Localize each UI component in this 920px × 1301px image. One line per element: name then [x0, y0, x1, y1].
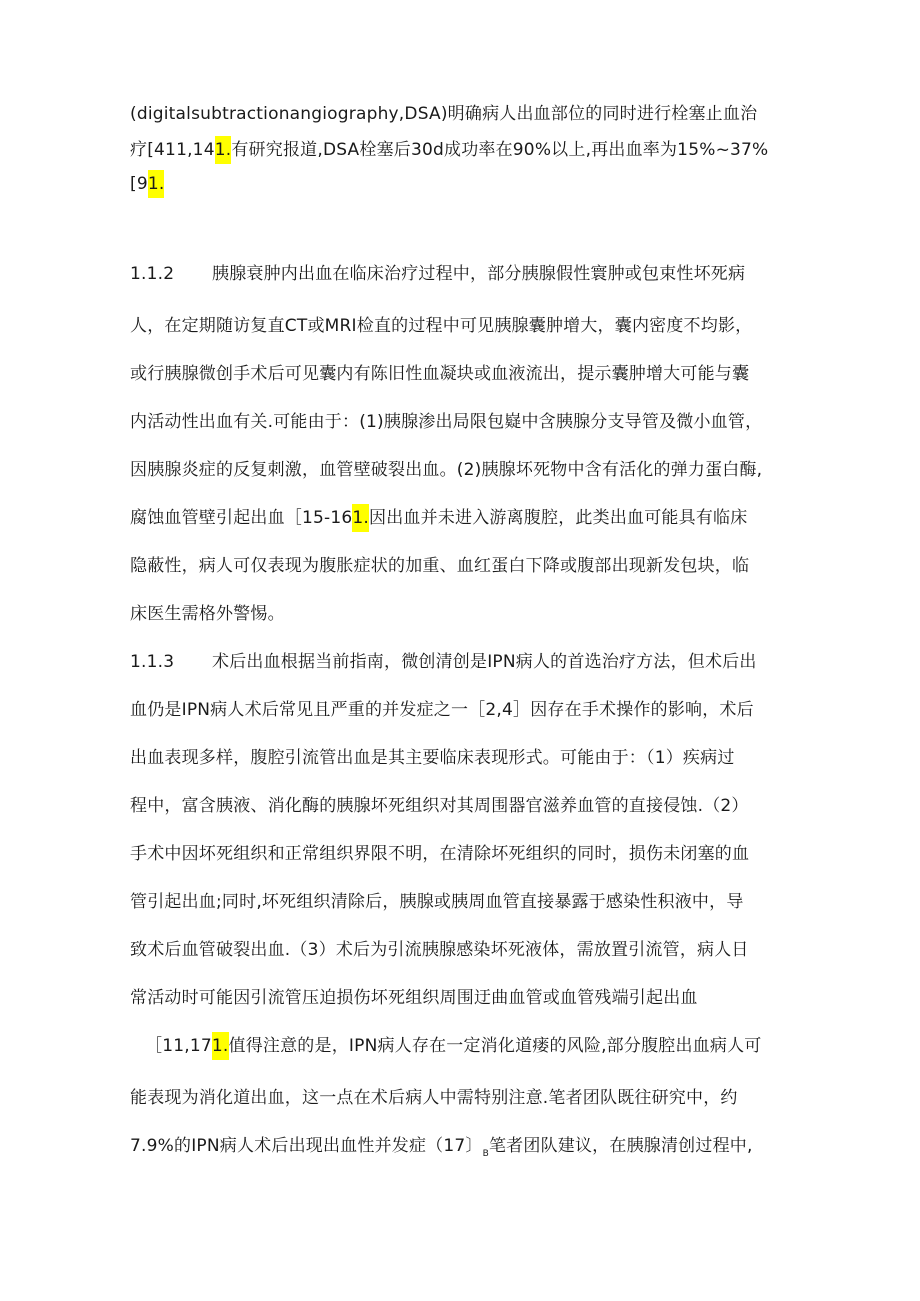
para-a-line-1: (digitalsubtractionangiography,DSA)明确病人出血部位的同时进行栓塞止血治	[130, 104, 758, 124]
text-run: 胰腺衰肿内出血在临床治疗过程中，部分胰腺假性寰肿或包束性坏死病	[212, 264, 746, 284]
sec-113-line-10: 能表现为消化道出血，这一点在术后病人中需特别注意.笔者团队既往研究中，约	[130, 1088, 738, 1108]
text-run: [9	[130, 174, 148, 194]
sec-112-line-3: 或行胰腺微创手术后可见囊内有陈旧性血凝块或血液流出，提示囊肿增大可能与囊	[130, 364, 750, 384]
sec-113-line-7: 致术后血管破裂出血.（3）术后为引流胰腺感染坏死液体，需放置引流管，病人日	[130, 940, 749, 960]
sec-113-line-3: 出血表现多样，腹腔引流管出血是其主要临床表现形式。可能由于：（1）疾病过	[130, 748, 735, 768]
sec-112-line-8: 床医生需格外警惕。	[130, 604, 285, 624]
sec-113-line-2: 血仍是IPN病人术后常见且严重的并发症之一［2,4］因存在手术操作的影响，术后	[130, 700, 754, 720]
section-number: 1.1.2	[130, 264, 175, 284]
text-run: 因出血并未进入游离腹腔，此类出血可能具有临床	[369, 508, 748, 528]
highlight-mark: 1.	[212, 1032, 229, 1060]
text-run: 术后出血根据当前指南，微创清创是IPN病人的首选治疗方法，但术后出	[212, 652, 757, 672]
section-number: 1.1.3	[130, 652, 175, 672]
sec-112-line-1	[130, 262, 810, 286]
sec-112-line-6	[130, 506, 810, 530]
sec-113-line-6: 管引起出血;同时,坏死组织清除后，胰腺或胰周血管直接暴露于感染性积液中，导	[130, 892, 744, 912]
para-a-line-2	[130, 138, 810, 162]
text-run: ［11,17	[145, 1036, 212, 1056]
sec-112-line-5: 因胰腺炎症的反复刺激，血管壁破裂出血。(2)胰腺坏死物中含有活化的弹力蛋白酶,	[130, 460, 763, 480]
sec-113-line-8: 常活动时可能因引流管压迫损伤坏死组织周围迂曲血管或血管残端引起出血	[130, 988, 698, 1008]
sec-113-line-4: 程中，富含胰液、消化酶的胰腺坏死组织对其周围器官滋养血管的直接侵蚀.（2）	[130, 796, 749, 816]
subscript-mark: B	[482, 1149, 489, 1159]
highlight-mark: 1.	[352, 504, 369, 532]
sec-113-line-5: 手术中因坏死组织和正常组织界限不明，在清除坏死组织的同时，损伤未闭塞的血	[130, 844, 750, 864]
sec-113-line-11	[130, 1134, 810, 1166]
text-run: 腐蚀血管壁引起出血［15-16	[130, 508, 353, 528]
sec-112-line-7: 隐蔽性，病人可仅表现为腹胀症状的加重、血红蛋白下降或腹部出现新发包块，临	[130, 556, 750, 576]
text-run: 7.9%的IPN病人术后出现出血性并发症（17〕	[130, 1136, 483, 1156]
para-a-line-3	[130, 172, 810, 196]
text-run: 笔者团队建议，在胰腺清创过程中,	[488, 1136, 753, 1156]
sec-113-line-9	[145, 1034, 825, 1058]
text-run: 疗[411,14	[130, 140, 215, 160]
text-run: 值得注意的是，IPN病人存在一定消化道瘘的风险,部分腹腔出血病人可	[228, 1036, 762, 1056]
highlight-mark: 1.	[215, 136, 232, 164]
sec-112-line-4: 内活动性出血有关.可能由于：(1)胰腺渗出局限包嶷中含胰腺分支导管及微小血管，	[130, 412, 763, 432]
text-run: 有研究报道,DSA栓塞后30d成功率在90%以上,再出血率为15%~37%	[231, 140, 769, 160]
sec-112-line-2: 人，在定期随访复直CT或MRI检直的过程中可见胰腺囊肿增大，囊内密度不均影，	[130, 316, 753, 336]
highlight-mark: 1.	[148, 170, 165, 198]
sec-113-line-1	[130, 650, 810, 674]
